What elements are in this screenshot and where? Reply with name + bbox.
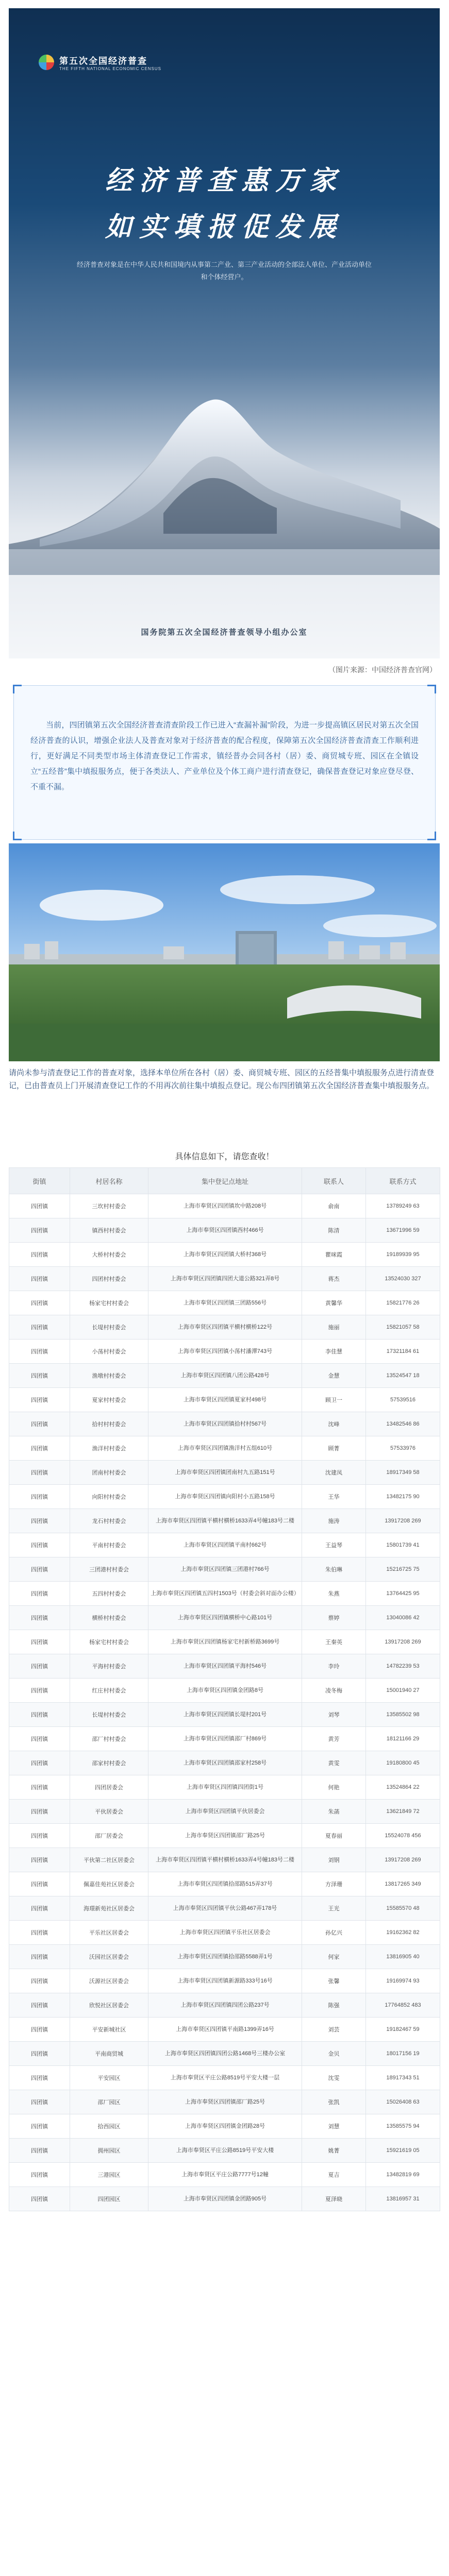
cell-phone: 19182467 59 bbox=[366, 2018, 440, 2042]
cell-phone: 15821776 26 bbox=[366, 1291, 440, 1315]
cell-phone: 19169974 93 bbox=[366, 1969, 440, 1993]
cell-street: 四团镇 bbox=[9, 2042, 70, 2066]
header-street: 街镇 bbox=[9, 1168, 70, 1194]
cell-address: 上海市奉贤区四团镇金团路28号 bbox=[148, 2114, 302, 2139]
table-row bbox=[9, 2042, 440, 2066]
cell-address: 上海市奉贤区四团镇平横村横桥122号 bbox=[148, 1315, 302, 1340]
table-row bbox=[9, 1993, 440, 2018]
table-row bbox=[9, 1751, 440, 1775]
cell-street: 四团镇 bbox=[9, 1848, 70, 1872]
cell-phone: 57533976 bbox=[366, 1436, 440, 1461]
cell-phone: 13524547 18 bbox=[366, 1364, 440, 1388]
table-row bbox=[9, 1654, 440, 1679]
cell-address: 上海市奉贤区四团镇夏家村498号 bbox=[148, 1388, 302, 1412]
table-body bbox=[9, 1194, 440, 2211]
cell-village: 杨家宅村村委会 bbox=[70, 1291, 148, 1315]
cell-village: 小荡村村委会 bbox=[70, 1340, 148, 1364]
cell-phone: 18917349 58 bbox=[366, 1461, 440, 1485]
cell-phone: 18017156 19 bbox=[366, 2042, 440, 2066]
cell-contact: 朱伯琳 bbox=[302, 1557, 366, 1582]
census-logo bbox=[39, 54, 161, 71]
table-row bbox=[9, 1921, 440, 1945]
cell-phone: 13671996 59 bbox=[366, 1218, 440, 1243]
cell-phone: 17764852 483 bbox=[366, 1993, 440, 2018]
notice-box bbox=[13, 685, 436, 840]
cell-village: 佩嘉佳苑社区居委会 bbox=[70, 1872, 148, 1896]
cell-village: 镇西村村委会 bbox=[70, 1218, 148, 1243]
cell-street: 四团镇 bbox=[9, 1679, 70, 1703]
cell-village: 龙石村村委会 bbox=[70, 1509, 148, 1533]
cell-phone: 13585502 98 bbox=[366, 1703, 440, 1727]
cell-village: 夏家村村委会 bbox=[70, 1388, 148, 1412]
cell-phone: 15801739 41 bbox=[366, 1533, 440, 1557]
cell-street: 四团镇 bbox=[9, 1218, 70, 1243]
cell-address: 上海市奉贤区四团镇三团路556号 bbox=[148, 1291, 302, 1315]
cell-street: 四团镇 bbox=[9, 1388, 70, 1412]
cell-contact: 李玲 bbox=[302, 1654, 366, 1679]
cell-contact: 陈清 bbox=[302, 1218, 366, 1243]
cell-street: 四团镇 bbox=[9, 1945, 70, 1969]
cell-phone: 13816905 40 bbox=[366, 1945, 440, 1969]
cell-village: 渔墩村村委会 bbox=[70, 1364, 148, 1388]
cell-street: 四团镇 bbox=[9, 1775, 70, 1800]
cell-phone: 13789249 63 bbox=[366, 1194, 440, 1218]
cell-village: 邵厂村村委会 bbox=[70, 1727, 148, 1751]
cell-contact: 朱菡 bbox=[302, 1800, 366, 1824]
cell-contact: 王华 bbox=[302, 1485, 366, 1509]
table-row bbox=[9, 1533, 440, 1557]
cell-phone: 19180800 45 bbox=[366, 1751, 440, 1775]
cell-contact: 黄芳 bbox=[302, 1727, 366, 1751]
table-row bbox=[9, 1945, 440, 1969]
cell-phone: 18121166 29 bbox=[366, 1727, 440, 1751]
cell-village: 大桥村村委会 bbox=[70, 1243, 148, 1267]
cell-contact: 蒋杰 bbox=[302, 1267, 366, 1291]
cell-village: 邵厂园区 bbox=[70, 2090, 148, 2114]
cell-village: 向阳村村委会 bbox=[70, 1485, 148, 1509]
cell-phone: 15524078 456 bbox=[366, 1824, 440, 1848]
cell-village: 沃源社区居委会 bbox=[70, 1969, 148, 1993]
cell-address: 上海市奉贤区四团镇邵厂路25号 bbox=[148, 1824, 302, 1848]
cell-contact: 金贝 bbox=[302, 2042, 366, 2066]
table-row bbox=[9, 1388, 440, 1412]
table-row bbox=[9, 1436, 440, 1461]
table-row bbox=[9, 1461, 440, 1485]
cell-street: 四团镇 bbox=[9, 1824, 70, 1848]
cell-contact: 黄馨华 bbox=[302, 1291, 366, 1315]
cell-street: 四团镇 bbox=[9, 1582, 70, 1606]
town-aerial-photo bbox=[9, 843, 440, 1061]
cell-address: 上海市奉贤区四团镇拾邵路515弄37号 bbox=[148, 1872, 302, 1896]
cell-village: 五四村村委会 bbox=[70, 1582, 148, 1606]
table-row bbox=[9, 1509, 440, 1533]
cell-village: 海璟新苑社区居委会 bbox=[70, 1896, 148, 1921]
cell-street: 四团镇 bbox=[9, 1509, 70, 1533]
cell-phone: 13817265 349 bbox=[366, 1872, 440, 1896]
cell-street: 四团镇 bbox=[9, 1364, 70, 1388]
cell-address: 上海市奉贤区四团镇八团公路428号 bbox=[148, 1364, 302, 1388]
cell-address: 上海市奉贤区四团镇大桥村368号 bbox=[148, 1243, 302, 1267]
cell-village: 渔洋村村委会 bbox=[70, 1436, 148, 1461]
cell-street: 四团镇 bbox=[9, 1485, 70, 1509]
table-row bbox=[9, 1194, 440, 1218]
cell-street: 四团镇 bbox=[9, 1533, 70, 1557]
cell-village: 邵厂居委会 bbox=[70, 1824, 148, 1848]
table-row bbox=[9, 2114, 440, 2139]
cell-village: 平伙第二社区居委会 bbox=[70, 1848, 148, 1872]
cell-contact: 张凯 bbox=[302, 2090, 366, 2114]
cell-street: 四团镇 bbox=[9, 1557, 70, 1582]
cell-address: 上海市奉贤区四团镇四团公路237号 bbox=[148, 1993, 302, 2018]
table-row bbox=[9, 1824, 440, 1848]
cell-contact: 瞿咪霞 bbox=[302, 1243, 366, 1267]
cell-village: 平安园区 bbox=[70, 2066, 148, 2090]
cell-address: 上海市奉贤区四团镇渔洋村五组610号 bbox=[148, 1436, 302, 1461]
cell-phone: 57539516 bbox=[366, 1388, 440, 1412]
cell-address: 上海市奉贤区四团镇拾邵路5588弄1号 bbox=[148, 1945, 302, 1969]
census-poster bbox=[9, 8, 440, 658]
cell-phone: 15026408 63 bbox=[366, 2090, 440, 2114]
cell-street: 四团镇 bbox=[9, 2090, 70, 2114]
cell-contact: 何艳 bbox=[302, 1775, 366, 1800]
cell-phone: 13585575 94 bbox=[366, 2114, 440, 2139]
cell-address: 上海市奉贤区四团镇坎中路208号 bbox=[148, 1194, 302, 1218]
cell-street: 四团镇 bbox=[9, 2066, 70, 2090]
cell-phone: 13917208 269 bbox=[366, 1848, 440, 1872]
table-row bbox=[9, 1315, 440, 1340]
cell-street: 四团镇 bbox=[9, 1267, 70, 1291]
cell-address: 上海市奉贤区四团镇长堤村201号 bbox=[148, 1703, 302, 1727]
table-row bbox=[9, 2090, 440, 2114]
cell-address: 上海市奉贤区四团镇小荡村潘潭743号 bbox=[148, 1340, 302, 1364]
cell-address: 上海市奉贤区四团镇金团路8号 bbox=[148, 1679, 302, 1703]
slogan-line-2: 如实填报促发展 bbox=[105, 212, 343, 242]
cell-contact: 蔡婷 bbox=[302, 1606, 366, 1630]
cell-contact: 张馨 bbox=[302, 1969, 366, 1993]
cell-address: 上海市奉贤区四团镇邵家村258号 bbox=[148, 1751, 302, 1775]
cell-contact: 王秦英 bbox=[302, 1630, 366, 1654]
cell-contact: 刘慧 bbox=[302, 2114, 366, 2139]
cell-contact: 夏吉 bbox=[302, 2163, 366, 2187]
cell-contact: 王光 bbox=[302, 1896, 366, 1921]
cell-address: 上海市奉贤区四团镇平伙公路467弄178号 bbox=[148, 1896, 302, 1921]
cell-street: 四团镇 bbox=[9, 1461, 70, 1485]
header-contact: 联系人 bbox=[302, 1168, 366, 1194]
cell-phone: 15001940 27 bbox=[366, 1679, 440, 1703]
table-row bbox=[9, 1557, 440, 1582]
cell-street: 四团镇 bbox=[9, 1315, 70, 1340]
cell-contact: 王益琴 bbox=[302, 1533, 366, 1557]
building-illustration bbox=[9, 359, 440, 575]
cell-contact: 何家 bbox=[302, 1945, 366, 1969]
cell-contact: 方泽珊 bbox=[302, 1872, 366, 1896]
table-row bbox=[9, 1872, 440, 1896]
cell-contact: 沈雯 bbox=[302, 2066, 366, 2090]
table-row bbox=[9, 1364, 440, 1388]
cell-address: 上海市奉贤区四团镇拾村村567号 bbox=[148, 1412, 302, 1436]
table-row bbox=[9, 1582, 440, 1606]
cell-phone: 18917343 51 bbox=[366, 2066, 440, 2090]
cell-street: 四团镇 bbox=[9, 1436, 70, 1461]
logo-title: 第五次全国经济普查 bbox=[59, 56, 147, 66]
cell-village: 平安新城社区 bbox=[70, 2018, 148, 2042]
cell-address: 上海市奉贤区四团镇横桥中心路101号 bbox=[148, 1606, 302, 1630]
cell-street: 四团镇 bbox=[9, 1921, 70, 1945]
cell-contact: 陈强 bbox=[302, 1993, 366, 2018]
cell-contact: 刘琴 bbox=[302, 1703, 366, 1727]
cell-phone: 15216725 75 bbox=[366, 1557, 440, 1582]
cell-phone: 13621849 72 bbox=[366, 1800, 440, 1824]
cell-village: 三坎村村委会 bbox=[70, 1194, 148, 1218]
cell-street: 四团镇 bbox=[9, 1412, 70, 1436]
cell-street: 四团镇 bbox=[9, 1194, 70, 1218]
cell-address: 上海市奉贤区四团镇平伙居委会 bbox=[148, 1800, 302, 1824]
cell-village: 平南村村委会 bbox=[70, 1533, 148, 1557]
cell-address: 上海市奉贤区四团镇平南村662号 bbox=[148, 1533, 302, 1557]
cell-address: 上海市奉贤区四团镇平南路1399弄16号 bbox=[148, 2018, 302, 2042]
cell-phone: 13482546 86 bbox=[366, 1412, 440, 1436]
cell-contact: 施涛 bbox=[302, 1509, 366, 1533]
cell-contact: 金慧 bbox=[302, 1364, 366, 1388]
cell-street: 四团镇 bbox=[9, 1993, 70, 2018]
cell-street: 四团镇 bbox=[9, 1969, 70, 1993]
cell-address: 上海市奉贤区四团镇平横村横桥1633弄4号幢183号二楼 bbox=[148, 1509, 302, 1533]
cell-address: 上海市奉贤区平庄公路8519号平安大楼 bbox=[148, 2139, 302, 2163]
cell-street: 四团镇 bbox=[9, 1340, 70, 1364]
cell-contact: 姚菁 bbox=[302, 2139, 366, 2163]
cell-address: 上海市奉贤区四团镇新源路333号16号 bbox=[148, 1969, 302, 1993]
cell-address: 上海市奉贤区四团镇平海村546号 bbox=[148, 1654, 302, 1679]
logo-subtitle: THE FIFTH NATIONAL ECONOMIC CENSUS bbox=[59, 66, 162, 71]
table-row bbox=[9, 2163, 440, 2187]
cell-address: 上海市奉贤区四团镇团南村九五路151号 bbox=[148, 1461, 302, 1485]
cell-address: 上海市奉贤区四团镇杨家宅村新桥路3699号 bbox=[148, 1630, 302, 1654]
cell-address: 上海市奉贤区四团镇三团港村766号 bbox=[148, 1557, 302, 1582]
cell-street: 四团镇 bbox=[9, 1606, 70, 1630]
cell-street: 四团镇 bbox=[9, 1727, 70, 1751]
cell-contact: 朱燕 bbox=[302, 1582, 366, 1606]
table-row bbox=[9, 1679, 440, 1703]
cell-contact: 沈建凤 bbox=[302, 1461, 366, 1485]
cell-street: 四团镇 bbox=[9, 1291, 70, 1315]
cell-phone: 13524864 22 bbox=[366, 1775, 440, 1800]
census-logo-icon bbox=[39, 55, 54, 70]
table-row bbox=[9, 1703, 440, 1727]
cell-address: 上海市奉贤区四团镇金团路905号 bbox=[148, 2187, 302, 2211]
cell-street: 四团镇 bbox=[9, 1654, 70, 1679]
table-row bbox=[9, 1218, 440, 1243]
service-points-table bbox=[9, 1167, 440, 2211]
cell-village: 杨家宅村村委会 bbox=[70, 1630, 148, 1654]
cell-phone: 13482175 90 bbox=[366, 1485, 440, 1509]
image-caption: （图片来源：中国经济普查官网） bbox=[328, 666, 437, 674]
cell-address: 上海市奉贤区四团镇四团公路1468号三楼办公室 bbox=[148, 2042, 302, 2066]
cell-village: 四团村村委会 bbox=[70, 1267, 148, 1291]
table-row bbox=[9, 1969, 440, 1993]
cell-village: 红庄村村委会 bbox=[70, 1679, 148, 1703]
cell-address: 上海市奉贤区四团镇向阳村小五路158号 bbox=[148, 1485, 302, 1509]
table-row bbox=[9, 1485, 440, 1509]
table-row bbox=[9, 1340, 440, 1364]
cell-street: 四团镇 bbox=[9, 2139, 70, 2163]
cell-phone: 13040086 42 bbox=[366, 1606, 440, 1630]
cell-address: 上海市奉贤区四团镇邵厂路25号 bbox=[148, 2090, 302, 2114]
cell-contact: 顾菁 bbox=[302, 1436, 366, 1461]
header-address: 集中登记点地址 bbox=[148, 1168, 302, 1194]
cell-street: 四团镇 bbox=[9, 2163, 70, 2187]
header-village: 村居名称 bbox=[70, 1168, 148, 1194]
cell-contact: 李佳慧 bbox=[302, 1340, 366, 1364]
cell-phone: 15585570 48 bbox=[366, 1896, 440, 1921]
cell-phone: 13764425 95 bbox=[366, 1582, 440, 1606]
table-row bbox=[9, 1727, 440, 1751]
cell-contact: 俞南 bbox=[302, 1194, 366, 1218]
cell-contact: 孙亿兴 bbox=[302, 1921, 366, 1945]
cell-phone: 13917208 269 bbox=[366, 1509, 440, 1533]
cell-street: 四团镇 bbox=[9, 1751, 70, 1775]
cell-address: 上海市奉贤区平庄公路8519号平安大楼一层 bbox=[148, 2066, 302, 2090]
poster-office: 国务院第五次全国经济普查领导小组办公室 bbox=[141, 629, 308, 637]
cell-contact: 沈峰 bbox=[302, 1412, 366, 1436]
cell-contact: 施丽 bbox=[302, 1315, 366, 1340]
table-row bbox=[9, 2187, 440, 2211]
cell-phone: 14782239 53 bbox=[366, 1654, 440, 1679]
cell-village: 平南商贸城 bbox=[70, 2042, 148, 2066]
cell-contact: 凌冬梅 bbox=[302, 1679, 366, 1703]
table-row bbox=[9, 1243, 440, 1267]
cell-address: 上海市奉贤区四团镇平乐社区居委会 bbox=[148, 1921, 302, 1945]
cell-village: 平乐社区居委会 bbox=[70, 1921, 148, 1945]
header-phone: 联系方式 bbox=[366, 1168, 440, 1194]
cell-village: 横桥村村委会 bbox=[70, 1606, 148, 1630]
slogan-line-1: 经济普查惠万家 bbox=[105, 166, 343, 196]
cell-village: 三团港村村委会 bbox=[70, 1557, 148, 1582]
cell-address: 上海市奉贤区四团镇五四村1503号（村委会斜对面办公楼） bbox=[148, 1582, 302, 1606]
table-row bbox=[9, 1630, 440, 1654]
cell-street: 四团镇 bbox=[9, 2187, 70, 2211]
table-row bbox=[9, 2139, 440, 2163]
table-row bbox=[9, 1291, 440, 1315]
cell-village: 四团居委会 bbox=[70, 1775, 148, 1800]
cell-contact: 黄雯 bbox=[302, 1751, 366, 1775]
cell-address: 上海市奉贤区平庄公路7777号12幢 bbox=[148, 2163, 302, 2187]
table-header-row bbox=[9, 1168, 440, 1194]
cell-phone: 13524030 327 bbox=[366, 1267, 440, 1291]
cell-address: 上海市奉贤区四团镇平横村横桥1633弄4号幢183号二楼 bbox=[148, 1848, 302, 1872]
cell-village: 平海村村委会 bbox=[70, 1654, 148, 1679]
cell-phone: 15921619 05 bbox=[366, 2139, 440, 2163]
cell-village: 四团园区 bbox=[70, 2187, 148, 2211]
cell-contact: 顾卫一 bbox=[302, 1388, 366, 1412]
cell-phone: 13816957 31 bbox=[366, 2187, 440, 2211]
poster-intro: 经济普查对象是在中华人民共和国境内从事第二产业、第三产业活动的全部法人单位、产业活动单位和个体经营户。 bbox=[76, 261, 372, 281]
notice-text: 当前，四团镇第五次全国经济普查清查阶段工作已进入“查漏补漏”阶段，为进一步提高镇区居民对第五次全国经济普查的认识，增强企业法人及普查对象对于经济普查的配合程度，保障第五次全国经济普查清查工作顺利进行，更好满足不同类型市场主体清查登记工作需求，镇经普办会同各村（居）委、商贸城专班、园区在全镇设立“五经普”集中填报服务点，便于各类法人、产业单位及个体工商户进行清查登记，确保普查登记对象应登尽登、不重不漏。 bbox=[30, 721, 419, 791]
cell-village: 团南村村委会 bbox=[70, 1461, 148, 1485]
cell-village: 拥州园区 bbox=[70, 2139, 148, 2163]
cell-contact: 夏泽晓 bbox=[302, 2187, 366, 2211]
cell-phone: 19189939 95 bbox=[366, 1243, 440, 1267]
cell-address: 上海市奉贤区四团镇邵厂村869号 bbox=[148, 1727, 302, 1751]
cell-village: 欣悦社区居委会 bbox=[70, 1993, 148, 2018]
table-row bbox=[9, 1848, 440, 1872]
cell-street: 四团镇 bbox=[9, 2018, 70, 2042]
cell-village: 沃园社区居委会 bbox=[70, 1945, 148, 1969]
table-row bbox=[9, 1775, 440, 1800]
cell-street: 四团镇 bbox=[9, 1800, 70, 1824]
cell-phone: 15821057 58 bbox=[366, 1315, 440, 1340]
table-title: 具体信息如下，请您查收！ bbox=[175, 1153, 274, 1161]
cell-village: 平伙居委会 bbox=[70, 1800, 148, 1824]
cell-street: 四团镇 bbox=[9, 1243, 70, 1267]
cell-street: 四团镇 bbox=[9, 1703, 70, 1727]
table-row bbox=[9, 1800, 440, 1824]
table-row bbox=[9, 1606, 440, 1630]
cell-street: 四团镇 bbox=[9, 1896, 70, 1921]
table-row bbox=[9, 1896, 440, 1921]
cell-street: 四团镇 bbox=[9, 2114, 70, 2139]
cell-phone: 19162362 82 bbox=[366, 1921, 440, 1945]
cell-street: 四团镇 bbox=[9, 1630, 70, 1654]
cell-address: 上海市奉贤区四团镇四团大道公路321弄8号 bbox=[148, 1267, 302, 1291]
cell-phone: 13917208 269 bbox=[366, 1630, 440, 1654]
cell-village: 拾西园区 bbox=[70, 2114, 148, 2139]
table-row bbox=[9, 2066, 440, 2090]
cell-village: 三港园区 bbox=[70, 2163, 148, 2187]
cell-contact: 夏春丽 bbox=[302, 1824, 366, 1848]
cell-phone: 17321184 61 bbox=[366, 1340, 440, 1364]
table-row bbox=[9, 2018, 440, 2042]
cell-address: 上海市奉贤区四团镇西村466号 bbox=[148, 1218, 302, 1243]
cell-phone: 13482819 69 bbox=[366, 2163, 440, 2187]
table-row bbox=[9, 1412, 440, 1436]
cell-village: 邵家村村委会 bbox=[70, 1751, 148, 1775]
service-points-intro: 请尚未参与清查登记工作的普查对象，选择本单位所在各村（居）委、商贸城专班、园区的五经普集中填报服务点进行清查登记，已由普查员上门开展清查登记工作的不用再次前往集中填报点登记。现公布四团镇第五次全国经济普查集中填报服务点。 bbox=[9, 1069, 435, 1090]
cell-address: 上海市奉贤区四团镇四团街1号 bbox=[148, 1775, 302, 1800]
cell-village: 拾村村村委会 bbox=[70, 1412, 148, 1436]
table-row bbox=[9, 1267, 440, 1291]
cell-street: 四团镇 bbox=[9, 1872, 70, 1896]
cell-village: 长堤村村委会 bbox=[70, 1315, 148, 1340]
cell-contact: 刘钢 bbox=[302, 1848, 366, 1872]
cell-contact: 刘芸 bbox=[302, 2018, 366, 2042]
cell-village: 长堤村村委会 bbox=[70, 1703, 148, 1727]
